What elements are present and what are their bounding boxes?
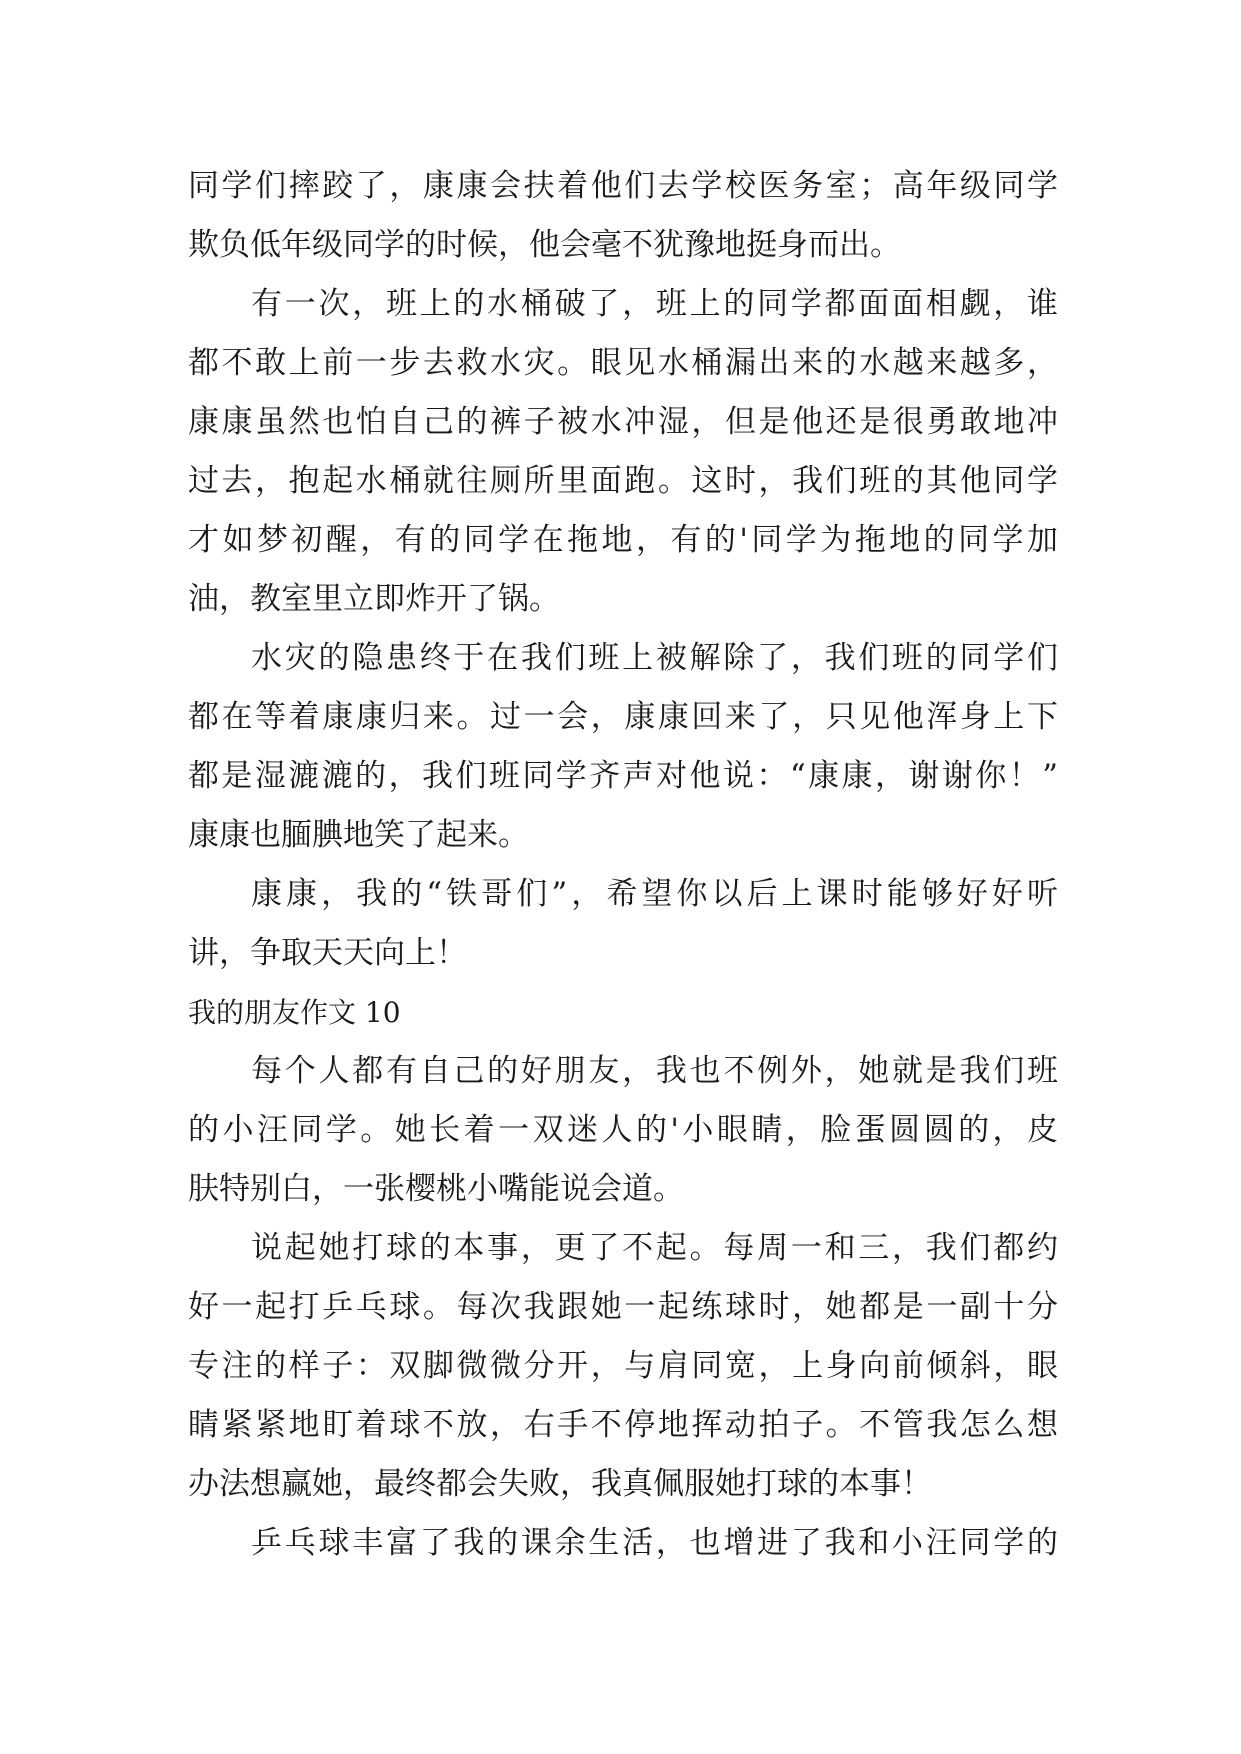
text-line: 说起她打球的本事，更了不起。每周一和三，我们都约 bbox=[251, 1230, 1058, 1266]
text-line: 乒乓球丰富了我的课余生活，也增进了我和小汪同学的 bbox=[251, 1525, 1058, 1561]
text-line: 专注的样子：双脚微微分开，与肩同宽，上身向前倾斜，眼 bbox=[188, 1348, 1058, 1384]
text-line: 水灾的隐患终于在我们班上被解除了，我们班的同学们 bbox=[251, 640, 1058, 676]
text-line: 欺负低年级同学的时候，他会毫不犹豫地挺身而出。 bbox=[188, 227, 901, 263]
text-line: 康康也腼腆地笑了起来。 bbox=[188, 817, 529, 853]
text-line: 都不敢上前一步去救水灾。眼见水桶漏出来的水越来越多， bbox=[188, 345, 1058, 381]
text-line: 都是湿漉漉的，我们班同学齐声对他说：“康康，谢谢你！” bbox=[188, 758, 1058, 794]
text-line: 才如梦初醒，有的同学在拖地，有的'同学为拖地的同学加 bbox=[188, 522, 1058, 558]
text-line: 办法想赢她，最终都会失败，我真佩服她打球的本事！ bbox=[188, 1466, 932, 1502]
text-line: 有一次，班上的水桶破了，班上的同学都面面相觑，谁 bbox=[251, 286, 1058, 322]
text-line: 每个人都有自己的好朋友，我也不例外，她就是我们班 bbox=[251, 1053, 1058, 1089]
text-line: 的小汪同学。她长着一双迷人的'小眼睛，脸蛋圆圆的，皮 bbox=[188, 1112, 1058, 1148]
text-line: 睛紧紧地盯着球不放，右手不停地挥动拍子。不管我怎么想 bbox=[188, 1407, 1058, 1443]
text-line: 都在等着康康归来。过一会，康康回来了，只见他浑身上下 bbox=[188, 699, 1058, 735]
text-line: 过去，抱起水桶就往厕所里面跑。这时，我们班的其他同学 bbox=[188, 463, 1058, 499]
text-line: 肤特别白，一张樱桃小嘴能说会道。 bbox=[188, 1171, 684, 1207]
section-heading: 我的朋友作文 10 bbox=[188, 996, 401, 1029]
text-line: 讲，争取天天向上！ bbox=[188, 935, 467, 971]
text-line: 康康，我的“铁哥们”，希望你以后上课时能够好好听 bbox=[251, 876, 1058, 912]
text-line: 同学们摔跤了，康康会扶着他们去学校医务室；高年级同学 bbox=[188, 168, 1058, 204]
text-line: 油，教室里立即炸开了锅。 bbox=[188, 581, 560, 617]
text-line: 好一起打乒乓球。每次我跟她一起练球时，她都是一副十分 bbox=[188, 1289, 1058, 1325]
text-line: 康康虽然也怕自己的裤子被水冲湿，但是他还是很勇敢地冲 bbox=[188, 404, 1058, 440]
document-body bbox=[188, 157, 1058, 1573]
